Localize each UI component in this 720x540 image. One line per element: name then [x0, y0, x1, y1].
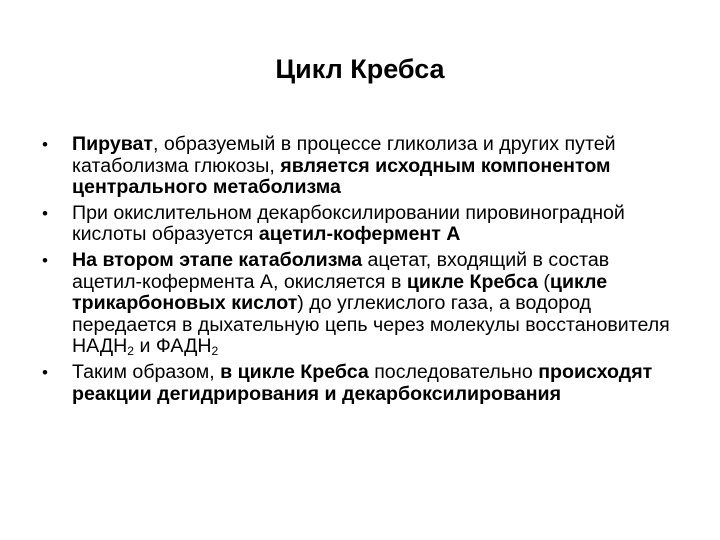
plain-text: Таким образом,	[72, 360, 221, 383]
plain-text: ацетат, входящий в состав ацетил-кофермента А, окисляется в	[72, 248, 610, 293]
bold-text: цикле Кребса	[406, 270, 538, 293]
subscript-text: 2	[211, 344, 219, 359]
plain-text: ) до углекислого газа, а водород передается в дыхательную цепь через молекулы восстановителя НАДН	[72, 292, 670, 358]
bullet-marker: •	[42, 250, 48, 270]
bullet-list	[38, 134, 678, 409]
bold-text: Пируват	[72, 133, 154, 155]
plain-text: При окислительном декарбоксилировании пировиноградной кислоты образуется	[72, 201, 625, 246]
bullet-text	[72, 361, 652, 405]
bullet-item-3	[38, 250, 678, 358]
plain-text: и ФАДН	[134, 335, 212, 358]
plain-text: (	[537, 270, 550, 293]
bold-text: цикле трикарбоновых кислот	[72, 270, 608, 315]
bullet-marker: •	[42, 135, 48, 154]
bold-text: происходят реакции дегидрирования и декарбоксилирования	[72, 360, 653, 405]
bold-text: является исходным компонентом центрального метаболизма	[72, 154, 611, 199]
bullet-text	[72, 202, 625, 246]
bullet-text	[72, 249, 670, 357]
plain-text: последовательно	[368, 360, 539, 383]
bullet-item-2	[38, 203, 678, 246]
bold-text: На втором этапе катаболизма	[72, 248, 363, 271]
subscript-text: 2	[127, 344, 135, 359]
bullet-item-1	[38, 134, 678, 199]
bullet-text	[72, 133, 616, 198]
bullet-marker: •	[42, 203, 48, 223]
bullet-marker: •	[42, 362, 48, 382]
bold-text: ацетил-кофермент А	[258, 223, 461, 246]
bullet-item-4	[38, 362, 678, 405]
slide-title: Цикл Кребса	[275, 54, 445, 84]
bold-text: в цикле Кребса	[220, 360, 369, 383]
plain-text: , образуемый в процессе гликолиза и других путей катаболизма глюкозы,	[72, 133, 616, 177]
